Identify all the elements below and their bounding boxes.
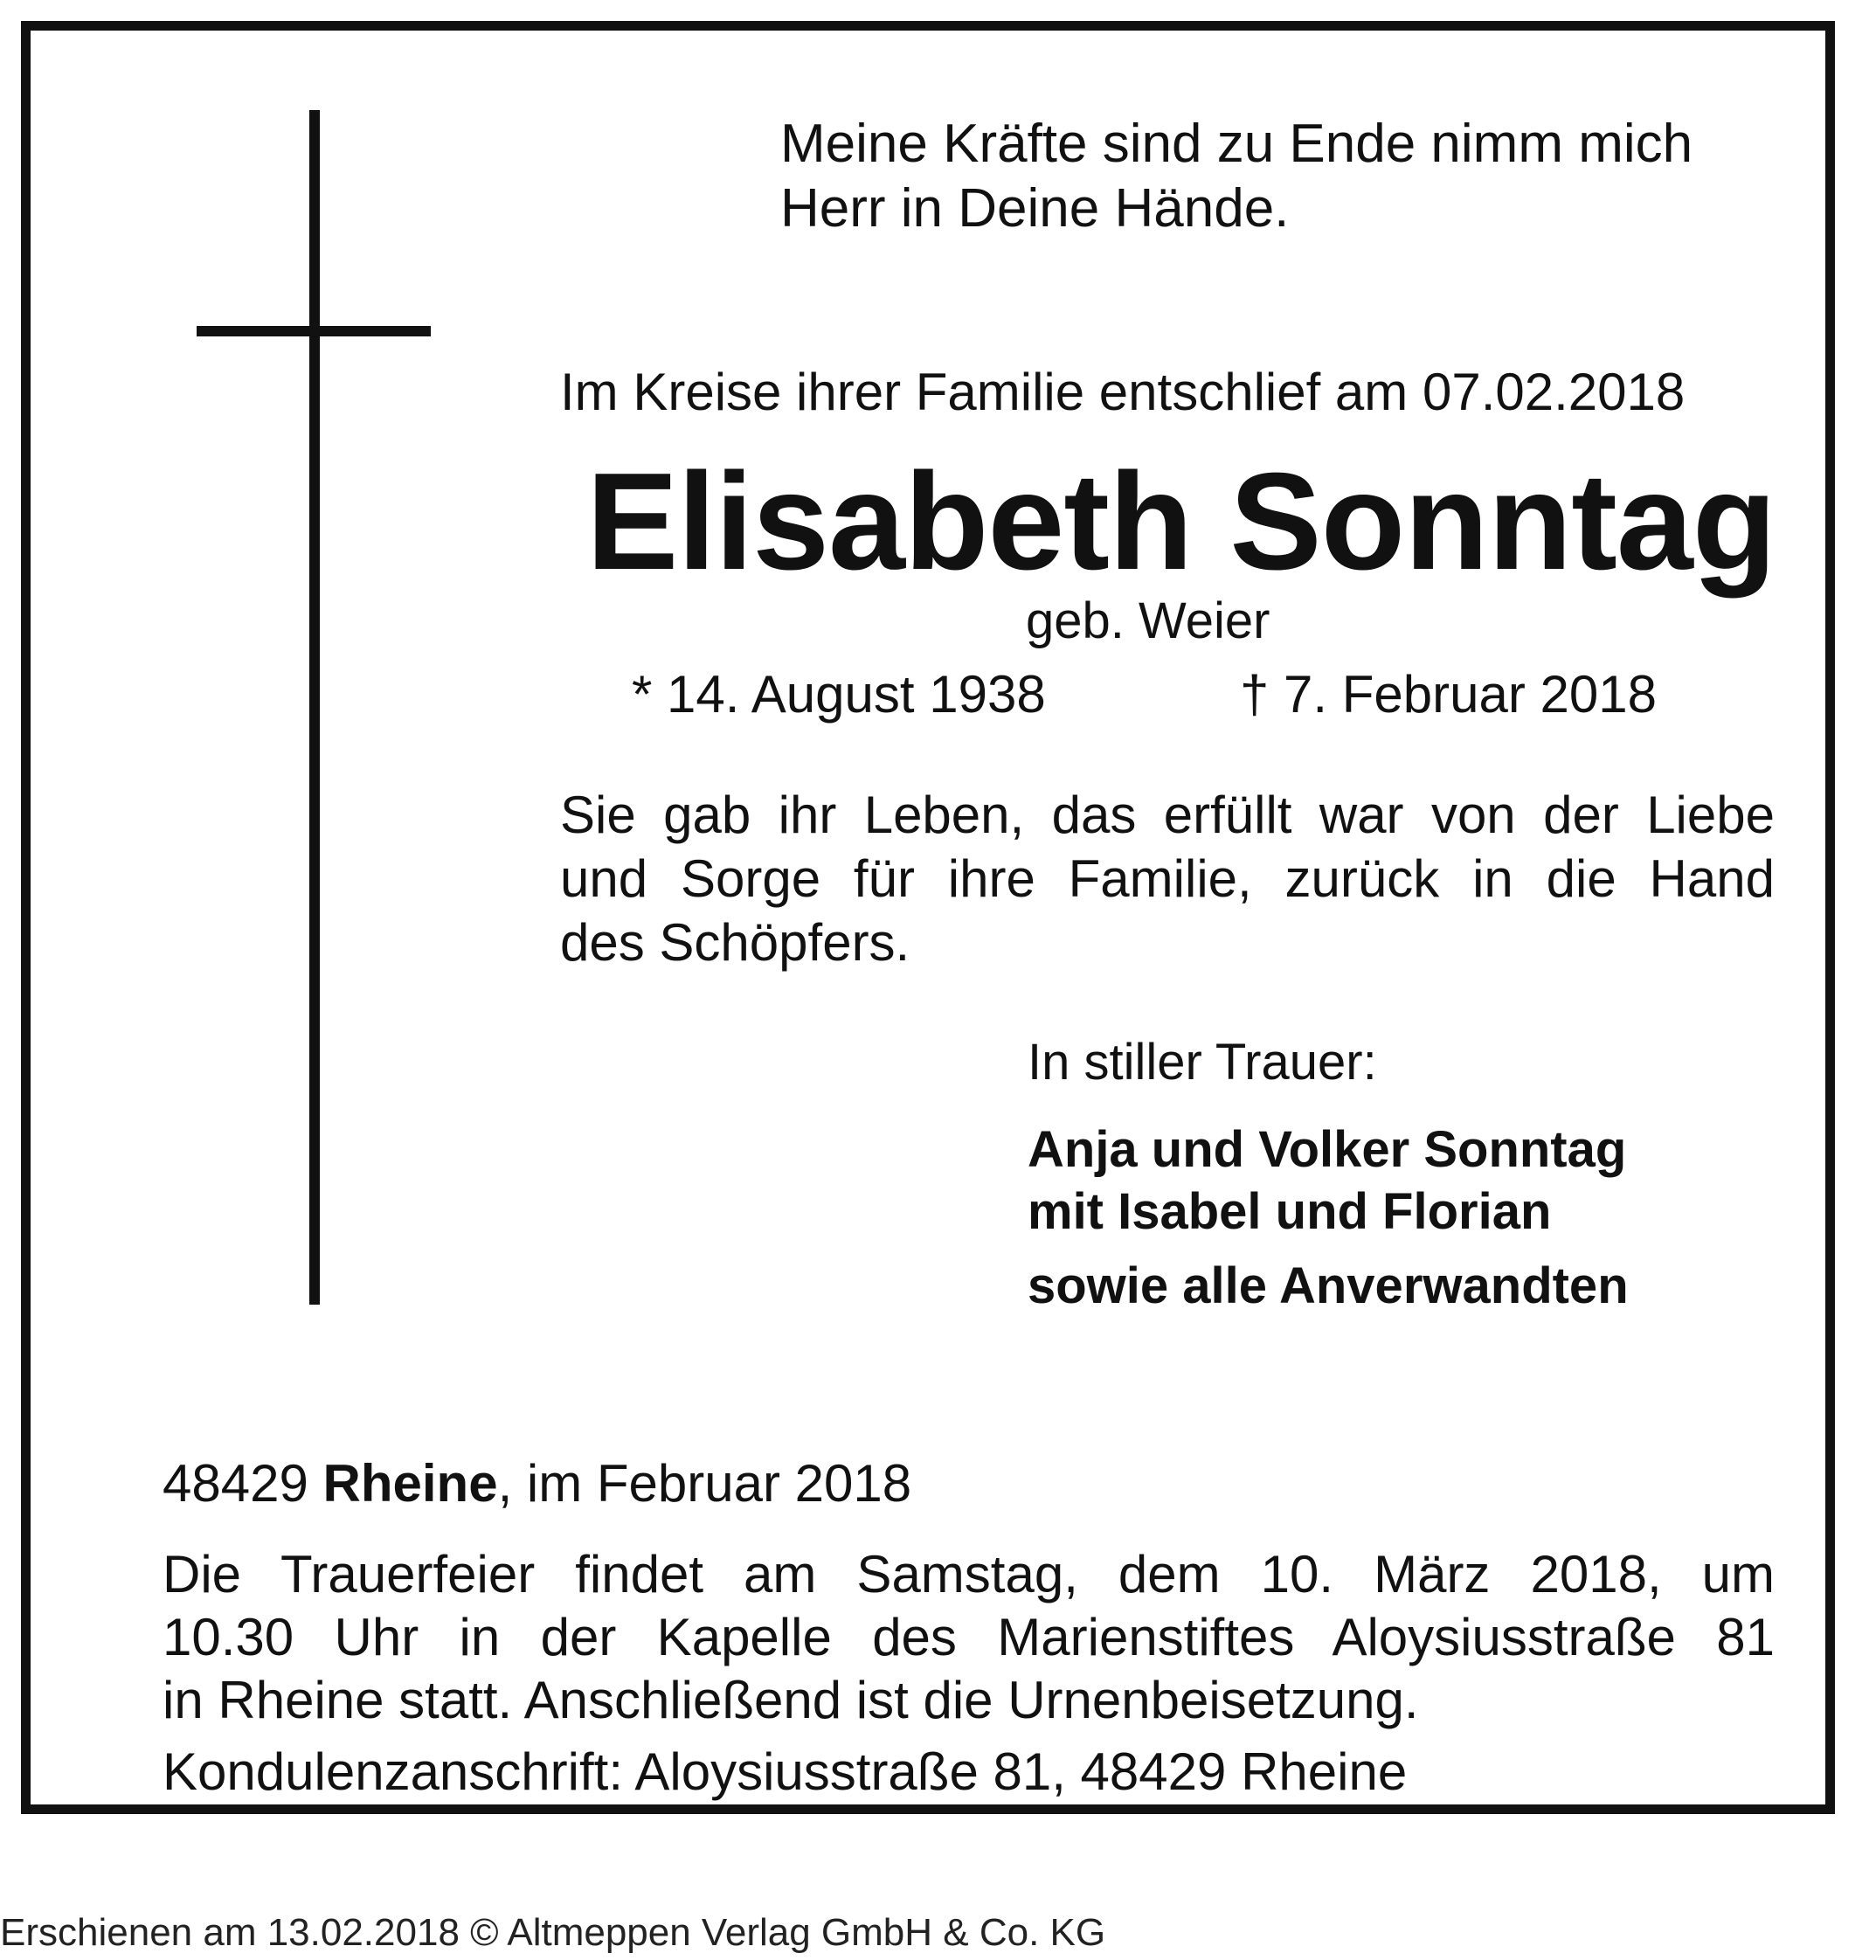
service-line-2: 10.30 Uhr in der Kapelle des Marienstiftes Aloysiusstraße 81 (163, 1608, 1775, 1666)
family-line-3: sowie alle Anverwandten (1028, 1257, 1629, 1314)
service-line-1: Die Trauerfeier findet am Samstag, dem 10. März 2018, um (163, 1545, 1775, 1603)
tribute-line-1: Sie gab ihr Leben, das erfüllt war von der Liebe (560, 786, 1775, 844)
maiden-name: geb. Weier (1026, 592, 1270, 649)
tribute-line-2: und Sorge für ihre Familie, zurück in die Hand (560, 849, 1775, 908)
family-line-2: mit Isabel und Florian (1028, 1183, 1552, 1240)
verse-line-2: Herr in Deine Hände. (780, 178, 1290, 239)
death-date: † 7. Februar 2018 (1240, 665, 1657, 724)
cross-icon-crossbar (197, 326, 431, 336)
deceased-name: Elisabeth Sonntag (586, 445, 1776, 599)
cross-icon (309, 110, 320, 1305)
death-intro: Im Kreise ihrer Familie entschlief am 07.02.2018 (560, 363, 1686, 421)
birth-date: * 14. August 1938 (632, 665, 1046, 724)
postcode: 48429 (163, 1454, 308, 1513)
service-line-3: in Rheine statt. Anschließend ist die Urnenbeisetzung. (163, 1671, 1419, 1729)
verse-line-1: Meine Kräfte sind zu Ende nimm mich (780, 114, 1693, 174)
condolence-address: Kondulenzanschrift: Aloysiusstraße 81, 48429 Rheine (163, 1742, 1408, 1801)
publication-footer: Erschienen am 13.02.2018 © Altmeppen Verlag GmbH & Co. KG (0, 1911, 1106, 1954)
place-and-date (163, 1454, 912, 1513)
place-suffix: , im Februar 2018 (497, 1454, 912, 1513)
tribute-line-3: des Schöpfers. (560, 913, 910, 972)
family-line-1: Anja und Volker Sonntag (1028, 1121, 1627, 1178)
mourning-label: In stiller Trauer: (1028, 1034, 1377, 1091)
city: Rheine (322, 1454, 498, 1513)
obituary-notice (21, 21, 1835, 1814)
